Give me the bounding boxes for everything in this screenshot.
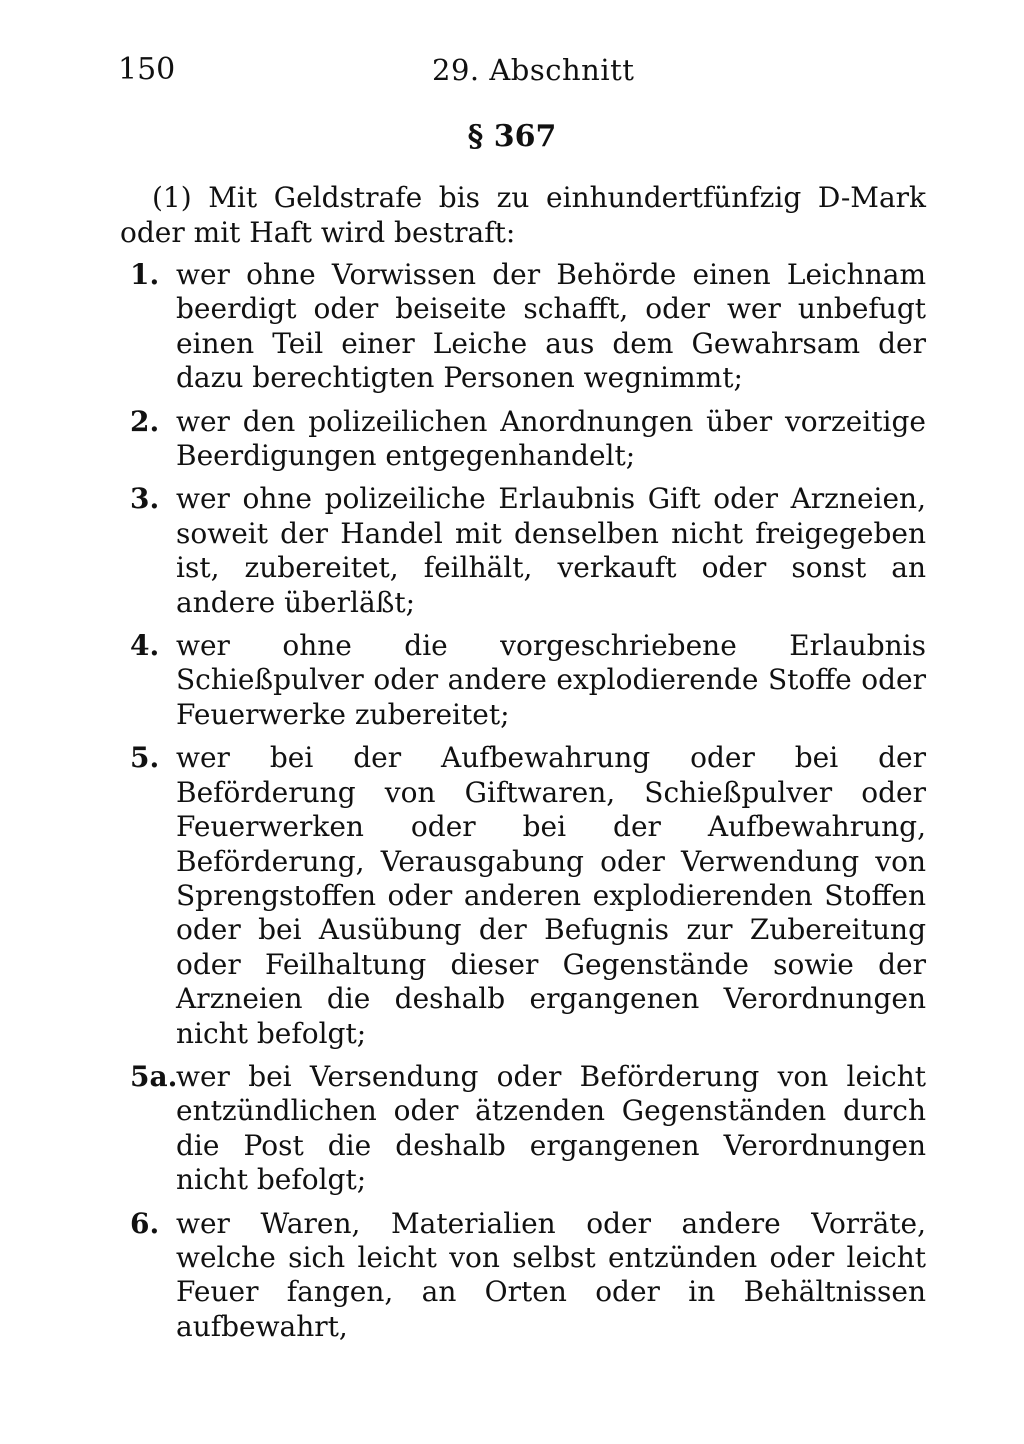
list-item bbox=[120, 405, 926, 474]
section-title: § 367 bbox=[467, 119, 557, 154]
item-list bbox=[120, 258, 926, 1353]
list-item bbox=[120, 629, 926, 732]
list-item bbox=[120, 1207, 926, 1345]
item-number: 2. bbox=[130, 404, 160, 438]
item-number: 5a. bbox=[130, 1059, 178, 1093]
item-number: 1. bbox=[130, 258, 160, 291]
item-text: wer ohne Vorwissen der Behörde einen Leichnam beerdigt oder beiseite schafft, oder wer unbefugt einen Teil einer Leiche aus dem Gewahrsam der dazu berechtigten Personen wegnimmt; bbox=[176, 258, 926, 395]
item-number: 6. bbox=[130, 1206, 160, 1240]
running-head: 29. Abschnitt bbox=[432, 53, 635, 87]
item-text: wer ohne polizeiliche Erlaubnis Gift oder Arzneien, soweit der Handel mit denselben nicht freigegeben ist, zubereitet, feilhält, verkauft oder sonst an andere überläßt; bbox=[176, 482, 926, 619]
list-item bbox=[120, 258, 926, 396]
item-number: 5. bbox=[130, 741, 160, 775]
item-number: 4. bbox=[130, 629, 160, 663]
list-item bbox=[120, 482, 926, 620]
page-number: 150 bbox=[118, 52, 176, 87]
item-text: wer den polizeilichen Anordnungen über vorzeitige Beerdigungen entgegenhandelt; bbox=[176, 404, 926, 473]
item-text: wer bei der Aufbewahrung oder bei der Beförderung von Giftwaren, Schießpulver oder Feuerwerken oder bei der Aufbewahrung, Beförderung, Verausgabung oder Verwendung von Sprengstoffen oder anderen explodierenden Stoffen oder bei Ausübung der Befugnis zur Zubereitung oder Feilhaltung dieser Gegenstände sowie der Arzneien die deshalb ergangenen Verordnungen nicht befolgt; bbox=[176, 741, 926, 1050]
section-intro: (1) Mit Geldstrafe bis zu einhundertfünfzig D-Mark oder mit Haft wird bestraft: bbox=[120, 181, 926, 249]
item-text: wer bei Versendung oder Beförderung von leicht entzündlichen oder ätzenden Gegenständen durch die Post die deshalb ergangenen Verordnungen nicht befolgt; bbox=[176, 1059, 926, 1197]
list-item bbox=[120, 741, 926, 1051]
item-number: 3. bbox=[130, 482, 160, 516]
item-text: wer ohne die vorgeschriebene Erlaubnis Schießpulver oder andere explodierende Stoffe oder Feuerwerke zubereitet; bbox=[176, 629, 926, 731]
item-text: wer Waren, Materialien oder andere Vorräte, welche sich leicht von selbst entzünden oder leicht Feuer fangen, an Orten oder in Behältnissen aufbewahrt, bbox=[176, 1206, 926, 1343]
list-item bbox=[120, 1060, 926, 1198]
